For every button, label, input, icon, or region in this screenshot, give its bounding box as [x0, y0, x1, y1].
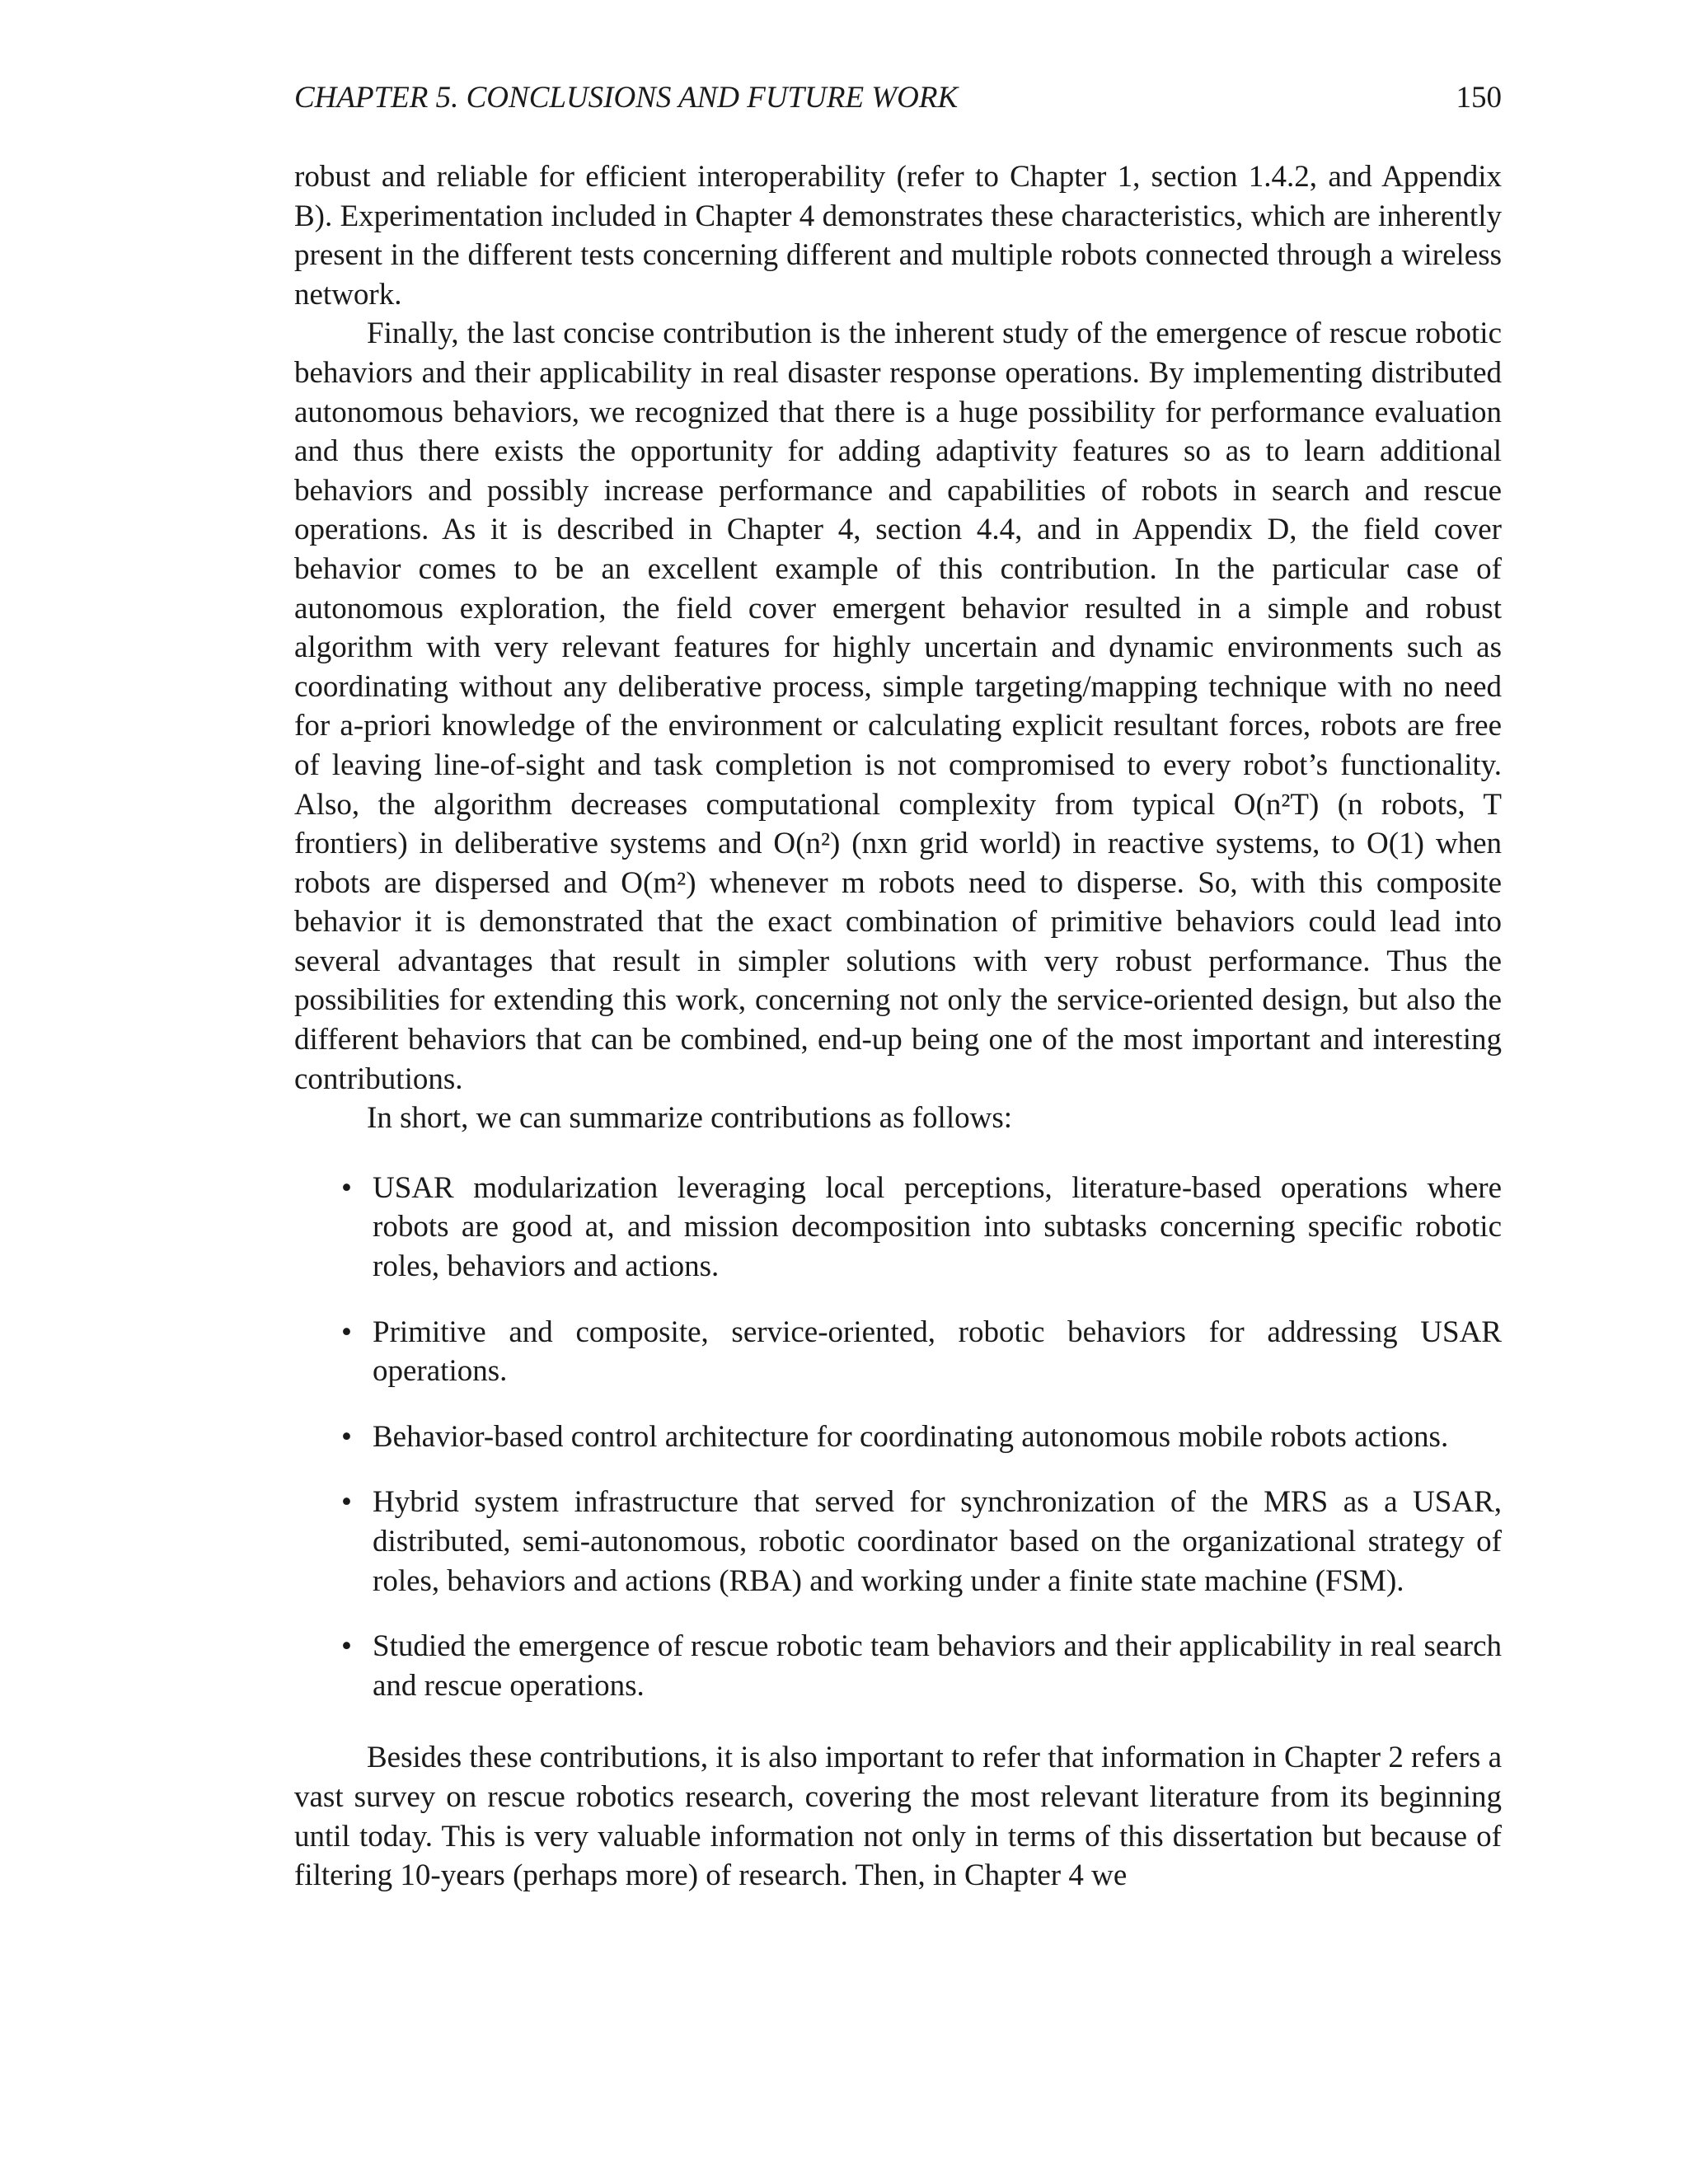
- contribution-item: [294, 1627, 1502, 1705]
- contribution-text: USAR modularization leveraging local perceptions, literature-based operations where robots are good at, and mission decomposition into subtasks concerning specific robotic roles, behaviors and actions.: [373, 1170, 1502, 1284]
- contribution-item: [294, 1169, 1502, 1286]
- contribution-item: [294, 1313, 1502, 1391]
- bullet-glyph: •: [341, 1485, 352, 1520]
- bullet-glyph: •: [341, 1629, 352, 1664]
- paragraph-continuation: robust and reliable for efficient interoperability (refer to Chapter 1, section 1.4.2, and Appendix B). Experimentation included in Chapter 4 demonstrates these characteristics, which are inherently present in the different tests concerning different and multiple robots connected through a wireless network.: [294, 160, 1502, 312]
- bullet-glyph: •: [341, 1419, 352, 1454]
- paragraph-summary-intro: In short, we can summarize contributions as follows:: [367, 1101, 1012, 1136]
- contribution-item: [294, 1418, 1502, 1457]
- page-number: 150: [1456, 81, 1502, 115]
- running-header: [294, 78, 1502, 118]
- contributions-list: [294, 1169, 1502, 1706]
- paragraph-survey-note: Besides these contributions, it is also important to refer that information in Chapter 2 refers a vast survey on rescue robotics research, covering the most relevant literature from its beginning until today. This is very valuable information not only in terms of this dissertation but because of filtering 10-years (perhaps more) of research. Then, in Chapter 4 we: [294, 1741, 1502, 1893]
- document-page: [294, 78, 1502, 1896]
- bullet-glyph: •: [341, 1315, 352, 1349]
- bullet-glyph: •: [341, 1170, 352, 1205]
- contribution-item: [294, 1483, 1502, 1601]
- paragraph-field-cover-contribution: Finally, the last concise contribution is the inherent study of the emergence of rescue robotic behaviors and their applicability in real disaster response operations. By implementing distributed autonomous behaviors, we recognized that there is a huge possibility for performance evaluation and thus there exists the opportunity for adding adaptivity features so as to learn additional behaviors and possibly increase performance and capabilities of robots in search and rescue operations. As it is described in Chapter 4, section 4.4, and in Appendix D, the field cover behavior comes to be an excellent example of this contribution. In the particular case of autonomous exploration, the field cover emergent behavior resulted in a simple and robust algorithm with very relevant features for highly uncertain and dynamic environments such as coordinating without any deliberative process, simple targeting/mapping technique with no need for a-priori knowledge of the environment or calculating explicit resultant forces, robots are free of leaving line-of-sight and task completion is not compromised to every robot’s functionality. Also, the algorithm decreases computational complexity from typical O(n²T) (n robots, T frontiers) in deliberative systems and O(n²) (nxn grid world) in reactive systems, to O(1) when robots are dispersed and O(m²) whenever m robots need to disperse. So, with this composite behavior it is demonstrated that the exact combination of primitive behaviors could lead into several advantages that result in simpler solutions with very robust performance. Thus the possibilities for extending this work, concerning not only the service-oriented design, but also the different behaviors that can be combined, end-up being one of the most important and interesting contributions.: [294, 316, 1502, 1096]
- chapter-title: CHAPTER 5. CONCLUSIONS AND FUTURE WORK: [294, 81, 959, 115]
- contribution-text: Primitive and composite, service-oriented, robotic behaviors for addressing USAR operations.: [373, 1315, 1502, 1389]
- contribution-text: Hybrid system infrastructure that served for synchronization of the MRS as a USAR, distributed, semi-autonomous, robotic coordinator based on the organizational strategy of roles, behaviors and actions (RBA) and working under a finite state machine (FSM).: [373, 1485, 1502, 1598]
- contribution-text: Studied the emergence of rescue robotic team behaviors and their applicability in real search and rescue operations.: [373, 1629, 1502, 1703]
- contribution-text: Behavior-based control architecture for coordinating autonomous mobile robots actions.: [373, 1419, 1449, 1454]
